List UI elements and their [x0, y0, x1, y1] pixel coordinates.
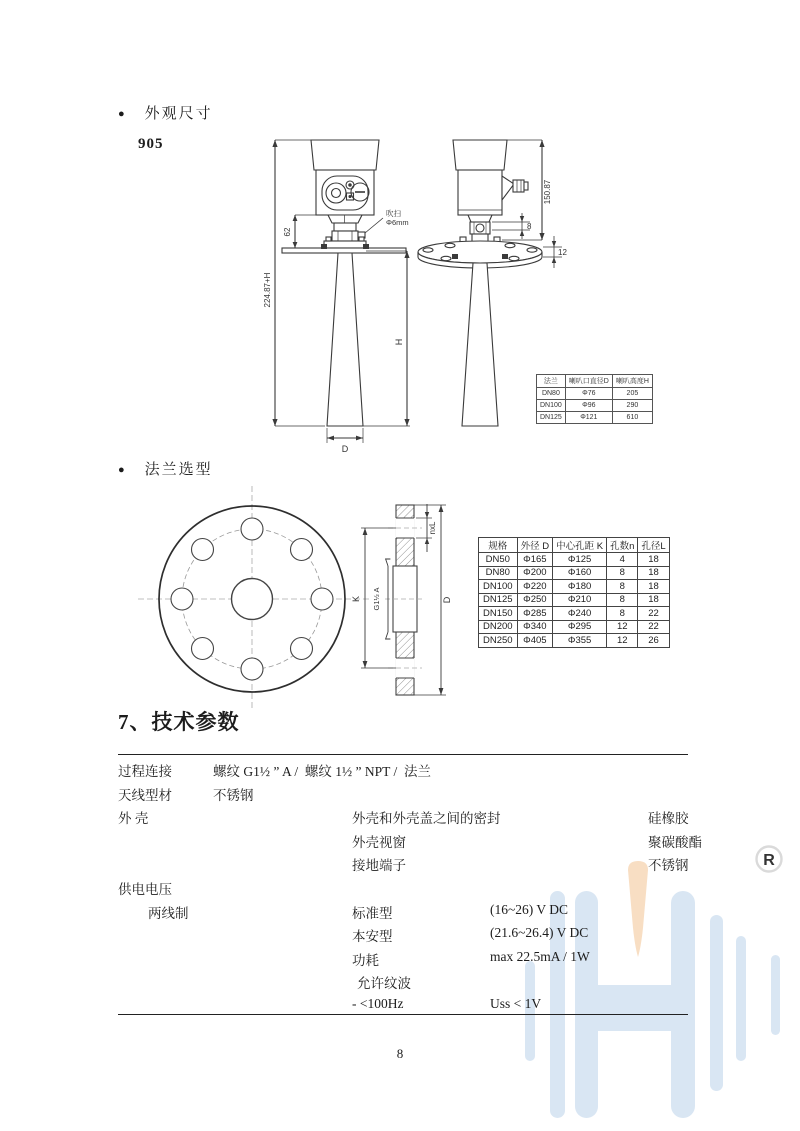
table-cell: 22 — [638, 607, 669, 621]
page-number: 8 — [396, 1046, 404, 1061]
flange-selection-table — [478, 537, 670, 648]
dim-D: D — [341, 444, 349, 454]
technical-parameters — [118, 757, 702, 1017]
table-cell: Φ76 — [565, 388, 612, 400]
param-text: 本安型 — [352, 929, 393, 945]
param-text: 不锈钢 — [213, 787, 254, 803]
flange-dim-d: D — [442, 596, 452, 604]
table-cell: Φ355 — [553, 634, 607, 648]
table-cell: Φ340 — [517, 620, 553, 634]
table-cell: 290 — [612, 400, 652, 412]
table-row — [479, 566, 670, 580]
table-cell: Φ285 — [517, 607, 553, 621]
param-text: max 22.5mA / 1W — [490, 948, 590, 964]
model-number: 905 — [138, 136, 164, 152]
param-text: 外壳和外壳盖之间的密封 — [352, 811, 501, 827]
section-flange-label: 法兰选型 — [144, 462, 213, 478]
device-dimension-drawing — [250, 130, 580, 460]
column-header: 中心孔距 K — [553, 538, 607, 553]
table-cell: 26 — [638, 634, 669, 648]
param-text: 外 壳 — [118, 811, 149, 827]
dim-H: H — [394, 338, 404, 346]
column-header: 喇叭高度H — [612, 375, 652, 388]
param-text: 接地端子 — [352, 858, 406, 874]
table-cell: 18 — [638, 553, 669, 567]
table-row — [479, 580, 670, 594]
table-cell: DN250 — [479, 634, 518, 648]
table-cell: DN100 — [537, 400, 566, 412]
flange-dim-thread: G1½ A — [372, 587, 381, 611]
table-cell: DN200 — [479, 620, 518, 634]
param-text: 外壳视窗 — [352, 834, 406, 850]
table-cell: DN100 — [479, 580, 518, 594]
table-cell: Φ96 — [565, 400, 612, 412]
section-7-heading: 7、技术参数 — [118, 710, 240, 734]
table-cell: Φ405 — [517, 634, 553, 648]
table-cell: Φ250 — [517, 593, 553, 607]
dim-62: 62 — [283, 227, 292, 237]
param-text: 标准型 — [352, 905, 393, 921]
param-row — [118, 804, 696, 828]
section-divider-top — [118, 754, 688, 755]
param-row — [118, 828, 702, 852]
section-flange-title — [118, 458, 213, 479]
param-text: 允许纹波 — [357, 976, 411, 992]
param-text: 两线制 — [148, 905, 189, 921]
purge-label-2: Φ6mm — [386, 218, 409, 227]
table-cell: 12 — [607, 620, 638, 634]
dim-total-height: 224.87+H — [263, 272, 272, 308]
table-row — [479, 634, 670, 648]
table-row — [479, 620, 670, 634]
bullet-icon: ● — [118, 464, 127, 476]
column-header: 喇叭口直径D — [565, 375, 612, 388]
table-cell: DN50 — [479, 553, 518, 567]
table-row — [537, 388, 653, 400]
table-cell: 8 — [607, 593, 638, 607]
column-header: 孔数n — [607, 538, 638, 553]
param-text: 供电电压 — [118, 881, 172, 897]
table-cell: DN125 — [479, 593, 518, 607]
bullet-icon: ● — [118, 108, 127, 120]
table-cell: DN150 — [479, 607, 518, 621]
param-text: 聚碳酸酯 — [648, 834, 702, 850]
table-row — [537, 400, 653, 412]
table-row — [479, 553, 670, 567]
table-cell: Φ125 — [553, 553, 607, 567]
table-cell: Φ165 — [517, 553, 553, 567]
dim-12: 12 — [558, 248, 567, 257]
table-cell: 8 — [607, 566, 638, 580]
param-row — [118, 781, 696, 805]
param-text: Uss < 1V — [490, 995, 542, 1011]
param-text: 过程连接 — [118, 764, 172, 779]
table-cell: Φ180 — [553, 580, 607, 594]
flange-dim-k: K — [351, 595, 361, 603]
section-dimensions-label: 外观尺寸 — [144, 106, 213, 122]
table-cell: DN80 — [479, 566, 518, 580]
section-dimensions-title — [118, 102, 213, 123]
param-text: 不锈钢 — [648, 858, 689, 874]
table-cell: 205 — [612, 388, 652, 400]
section-divider-bottom — [118, 1014, 688, 1015]
table-cell: 4 — [607, 553, 638, 567]
param-text: (21.6~26.4) V DC — [490, 925, 589, 941]
param-row — [118, 946, 696, 970]
table-cell: 610 — [612, 412, 652, 424]
table-cell: 22 — [638, 620, 669, 634]
param-text: 螺纹 G1½ ” A / 螺纹 1½ ” NPT / 法兰 — [213, 764, 432, 779]
column-header: 规格 — [479, 538, 518, 553]
table-cell: Φ160 — [553, 566, 607, 580]
table-row — [479, 593, 670, 607]
param-text: 功耗 — [352, 952, 379, 968]
param-row — [118, 875, 696, 899]
param-row — [118, 851, 696, 875]
flange-drawing — [130, 480, 460, 710]
column-header: 法兰 — [537, 375, 566, 388]
table-cell: 8 — [607, 607, 638, 621]
param-row — [118, 899, 696, 923]
table-cell: 18 — [638, 580, 669, 594]
param-text: - <100Hz — [352, 995, 404, 1011]
purge-label-1: 吹扫 — [386, 209, 401, 218]
table-cell: Φ240 — [553, 607, 607, 621]
table-cell: 8 — [607, 580, 638, 594]
column-header: 外径 D — [517, 538, 553, 553]
table-cell: Φ200 — [517, 566, 553, 580]
column-header: 孔径L — [638, 538, 669, 553]
param-row — [118, 969, 696, 993]
flange-dim-nxl: nxL — [428, 521, 437, 535]
param-text: (16~26) V DC — [490, 901, 569, 917]
table-cell: 18 — [638, 566, 669, 580]
dim-8: 8 — [527, 222, 532, 231]
table-cell: 18 — [638, 593, 669, 607]
table-cell: DN80 — [537, 388, 566, 400]
table-cell: Φ121 — [565, 412, 612, 424]
table-row — [479, 607, 670, 621]
table-cell: Φ295 — [553, 620, 607, 634]
table-row — [537, 412, 653, 424]
dim-right-height: 150.87 — [543, 179, 552, 205]
param-text: 硅橡胶 — [648, 811, 689, 827]
table-cell: Φ220 — [517, 580, 553, 594]
table-cell: DN125 — [537, 412, 566, 424]
svg-text:R: R — [763, 852, 775, 869]
param-row — [118, 757, 696, 781]
table-cell: Φ210 — [553, 593, 607, 607]
param-row — [118, 922, 696, 946]
table-cell: 12 — [607, 634, 638, 648]
param-text: 天线型材 — [118, 787, 172, 803]
horn-dimensions-table — [536, 374, 653, 424]
param-row — [118, 993, 696, 1017]
